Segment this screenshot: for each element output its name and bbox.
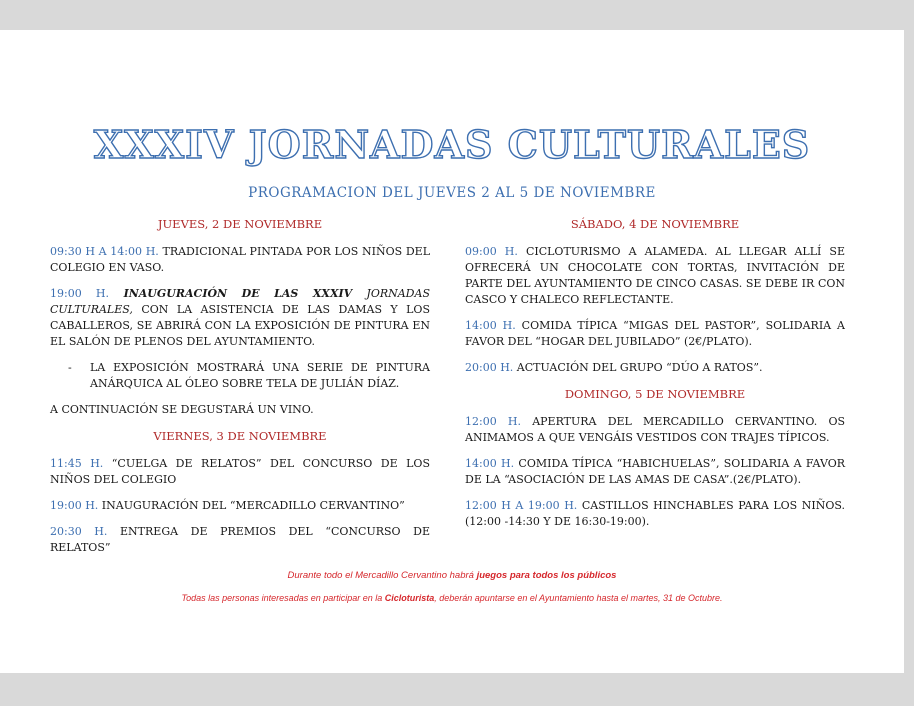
bullet-dash: - bbox=[68, 361, 72, 374]
right-column bbox=[465, 216, 845, 540]
entry-text: “CUELGA DE RELATOS” DEL CONCURSO DE LOS NIÑOS DEL COLEGIO bbox=[50, 457, 430, 486]
left-column bbox=[50, 216, 430, 566]
entry-time: 11:45 H. bbox=[50, 457, 104, 470]
entry-italic-text: JORNADAS CULTURALES, bbox=[50, 287, 430, 316]
schedule-entry bbox=[50, 524, 430, 556]
entry-text: ACTUACIÓN DEL GRUPO “DÚO A RATOS”. bbox=[513, 361, 763, 374]
schedule-entry bbox=[50, 498, 430, 514]
footnote-bold-text: Cicloturista bbox=[384, 593, 435, 603]
footnote-market-games bbox=[0, 570, 904, 581]
entry-text: CICLOTURISMO A ALAMEDA. AL LLEGAR ALLÍ SE OFRECERÁ UN CHOCOLATE CON TORTAS, INVITACIÓN DE PARTE DEL AYUNTAMIENTO DE CINCO CASAS. SE DEBE IR CON CASCO Y CHALECO REFLECTANTE. bbox=[465, 245, 845, 306]
footnote-registration bbox=[0, 593, 904, 603]
entry-text: TRADICIONAL PINTADA POR LOS NIÑOS DEL COLEGIO EN VASO. bbox=[50, 245, 430, 274]
entry-time: 19:00 H. bbox=[50, 499, 99, 512]
schedule-entry bbox=[465, 360, 845, 376]
footnote-text: , deberán apuntarse en el Ayuntamiento hasta el martes, 31 de Octubre. bbox=[434, 593, 723, 603]
entry-text: CON LA ASISTENCIA DE LAS DAMAS Y LOS CABALLEROS, SE ABRIRÁ CON LA EXPOSICIÓN DE PINTURA EN EL SALÓN DE PLENOS DEL AYUNTAMIENTO. bbox=[50, 303, 430, 348]
schedule-entry bbox=[50, 286, 430, 350]
entry-time: 20:00 H. bbox=[465, 361, 514, 374]
bullet-text: LA EXPOSICIÓN MOSTRARÁ UNA SERIE DE PINTURA ANÁRQUICA AL ÓLEO SOBRE TELA DE JULIÁN DÍAZ. bbox=[90, 361, 430, 390]
entry-time: 12:00 H A 19:00 H. bbox=[465, 499, 578, 512]
day-heading-thursday: JUEVES, 2 DE NOVIEMBRE bbox=[157, 217, 323, 231]
footnote-bold-text: juegos para todos los públicos bbox=[476, 570, 617, 581]
schedule-entry bbox=[465, 498, 845, 530]
entry-text: APERTURA DEL MERCADILLO CERVANTINO. OS ANIMAMOS A QUE VENGÁIS VESTIDOS CON TRAJES TÍPICOS. bbox=[465, 415, 845, 444]
bullet-item bbox=[68, 360, 430, 392]
schedule-entry: A CONTINUACIÓN SE DEGUSTARÁ UN VINO. bbox=[50, 403, 314, 416]
entry-time: 19:00 H. bbox=[50, 287, 110, 300]
entry-time: 09:00 H. bbox=[465, 245, 518, 258]
program-subtitle: PROGRAMACION DEL JUEVES 2 AL 5 DE NOVIEMBRE bbox=[248, 185, 656, 201]
schedule-entry bbox=[465, 244, 845, 308]
day-heading-friday: VIERNES, 3 DE NOVIEMBRE bbox=[153, 429, 327, 443]
entry-bold-text: INAUGURACIÓN DE LAS XXXIV bbox=[109, 287, 353, 300]
schedule-entry bbox=[50, 244, 430, 276]
poster-title: XXXIV JORNADAS CULTURALES bbox=[93, 122, 811, 167]
schedule-entry bbox=[465, 456, 845, 488]
poster-sheet bbox=[0, 30, 904, 673]
schedule-entry bbox=[465, 318, 845, 350]
footnote-text: Todas las personas interesadas en participar en la bbox=[181, 593, 385, 603]
entry-time: 14:00 H. bbox=[465, 457, 515, 470]
footnote-text: Durante todo el Mercadillo Cervantino habrá bbox=[287, 570, 477, 581]
schedule-entry bbox=[465, 414, 845, 446]
entry-time: 20:30 H. bbox=[50, 525, 108, 538]
entry-time: 12:00 H. bbox=[465, 415, 521, 428]
entry-time: 09:30 H A 14:00 H. bbox=[50, 245, 159, 258]
entry-text: ENTREGA DE PREMIOS DEL “CONCURSO DE RELATOS” bbox=[50, 525, 430, 554]
schedule-entry bbox=[50, 456, 430, 488]
day-heading-sunday: DOMINGO, 5 DE NOVIEMBRE bbox=[564, 387, 746, 401]
entry-text: CASTILLOS HINCHABLES PARA LOS NIÑOS. (12:00 -14:30 Y DE 16:30-19:00). bbox=[465, 499, 846, 528]
entry-text: INAUGURACIÓN DEL “MERCADILLO CERVANTINO” bbox=[98, 499, 405, 512]
entry-time: 14:00 H. bbox=[465, 319, 516, 332]
day-heading-saturday: SÁBADO, 4 DE NOVIEMBRE bbox=[570, 217, 740, 231]
entry-text: COMIDA TÍPICA “MIGAS DEL PASTOR”, SOLIDARIA A FAVOR DEL “HOGAR DEL JUBILADO” (2€/PLATO). bbox=[465, 319, 846, 348]
entry-text: COMIDA TÍPICA “HABICHUELAS”, SOLIDARIA A FAVOR DE LA “ASOCIACIÓN DE LAS AMAS DE CASA”.(2€/PLATO). bbox=[465, 457, 845, 486]
